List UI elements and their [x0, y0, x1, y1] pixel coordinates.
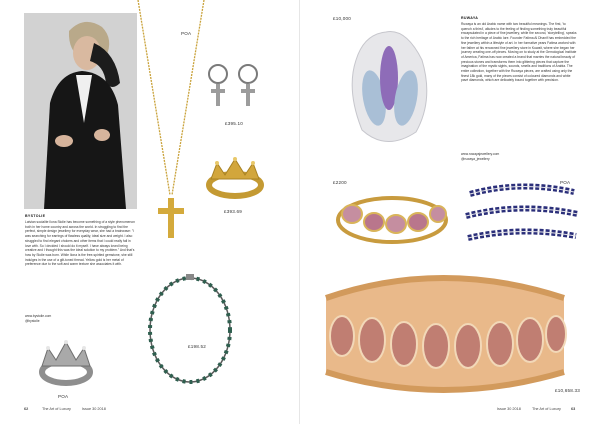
right-page-number: 63 [571, 407, 576, 411]
right-magazine-name: The Art of Luxury [532, 407, 561, 411]
beaded-bracelet [140, 262, 240, 402]
silver-ring-price: POA [58, 394, 69, 399]
silver-ring-illustration [38, 338, 94, 388]
cross-earrings [204, 60, 264, 116]
article-body: Latvian socialite Ilona Stolie has become something of a style phenomenon both in her home country and across the world. In struggling to find the perfect, simple design jewellery for everyday wear, she had a brainwave: "I was searching for earrings of flawless quality, ideal size and weight. I also struggled to find elegant chokers and other items that I could really fall in love with. So I decided I should do it myself. I have always loved being creative and I thought this was the ideal solution to my problem." And that's how by Stolie was born. While Ilona is the free-spirited gemstone, she still indulges in the use of a gilt-toned thread. Yellow gold is her metal of preference due to the soft and warm texture she associates it with. [25, 220, 135, 267]
spiral-ring-price: POA [560, 180, 571, 185]
silver-crown-ring [38, 338, 94, 388]
brand-heading: BYSTOLIE [25, 214, 46, 218]
portrait-illustration [24, 13, 137, 209]
gold-bracelet-illustration [312, 258, 578, 408]
gold-gem-ring-price: £2200 [333, 180, 347, 185]
left-page-number: 62 [24, 407, 29, 411]
brand-website-right: www.ruwayajewellery.com [461, 152, 500, 156]
gold-link-bracelet [312, 258, 578, 408]
spiral-ring-illustration [460, 180, 584, 254]
bracelet-illustration [140, 262, 240, 402]
brand-heading-right: RUWAYA [461, 16, 479, 20]
bracelet-price: £198.52 [188, 344, 207, 349]
necklace-price: POA [181, 31, 192, 36]
aquamarine-ring-price: £10,000 [333, 16, 352, 21]
gold-gem-ring-illustration [334, 186, 450, 248]
aquamarine-ring-illustration [336, 20, 442, 160]
earrings-illustration [204, 60, 264, 116]
earrings-price: £395.10 [225, 121, 244, 126]
gold-gem-ring [334, 186, 450, 248]
gold-bracelet-price: £10,658.33 [555, 388, 580, 393]
sapphire-spiral-ring [460, 180, 584, 254]
right-page [300, 0, 600, 424]
portrait-photo [24, 13, 137, 209]
brand-website: www.bystolie.com [25, 314, 52, 318]
brand-handle: @bystolie [25, 319, 40, 323]
aquamarine-ring [336, 20, 442, 160]
right-issue: Issue 30 2018 [497, 407, 521, 411]
left-issue: Issue 30 2018 [82, 407, 106, 411]
gold-crown-ring [205, 155, 265, 201]
article-body-right: Ruwaya is an old Arabic name with two beautiful meanings. The first, 'to quench a thirst', alludes to the feeling of finding something truly beautiful encapsulated in a piece of fine jewellery, while the second, 'storytelling', speaks to the rich heritage of Arabic lore. Founder Fatima Al Dhanif has embedded the fine jewellery within a lifestyle of art. In her formative years Fatima worked with her father at his renowned fine jewellery store in Kuwait, where she began her journey creating one-off pieces. Moving on to study at the Gemological Institute of America, Fatima has now created a brand that marries the natural beauty of precious stones and transforms them into glittering pieces that capture the imagination of the mystic sights, sounds, smells and traditions of Arabia. The entire collection, together with the Ruwaya pieces, are crafted using only the finest 18k gold, many of the pieces consist of coloured diamonds and white pavé diamonds, which are delicately bound together with precision. [461, 22, 577, 83]
necklace-illustration [136, 0, 206, 240]
brand-handle-right: @ruwaya_jewellery [461, 157, 490, 161]
left-magazine-name: The Art of Luxury [42, 407, 71, 411]
gold-ring-illustration [205, 155, 265, 201]
gold-ring-price: £393.69 [224, 209, 243, 214]
cross-necklace [136, 0, 206, 240]
